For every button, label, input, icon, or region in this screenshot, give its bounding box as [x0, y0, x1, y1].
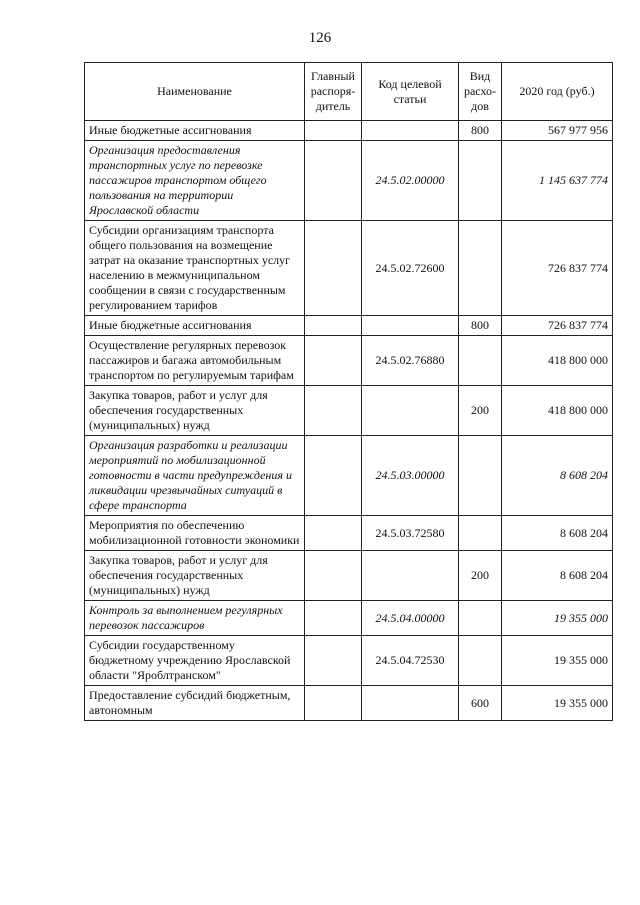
row-name: Иные бюджетные ассигнования [85, 316, 305, 336]
table-row [85, 686, 613, 721]
table-row [85, 316, 613, 336]
row-grs [305, 686, 362, 721]
row-code: 24.5.02.76880 [362, 336, 459, 386]
table-row [85, 551, 613, 601]
row-code [362, 551, 459, 601]
row-amount: 8 608 204 [502, 551, 613, 601]
row-code [362, 121, 459, 141]
row-name: Организация разработки и реализации мероприятий по мобилизационной готовности в части предупреждения и ликвидации чрезвычайных ситуаций в сфере транспорта [85, 436, 305, 516]
row-vr: 600 [459, 686, 502, 721]
header-grs: Главный распоря-дитель [305, 63, 362, 121]
row-amount: 8 608 204 [502, 516, 613, 551]
row-vr [459, 141, 502, 221]
row-amount: 8 608 204 [502, 436, 613, 516]
row-vr: 800 [459, 316, 502, 336]
row-name: Организация предоставления транспортных услуг по перевозке пассажиров транспортом общего пользования на территории Ярославской области [85, 141, 305, 221]
row-code: 24.5.04.72530 [362, 636, 459, 686]
row-vr [459, 601, 502, 636]
row-code: 24.5.02.72600 [362, 221, 459, 316]
table-header-row [85, 63, 613, 121]
row-amount: 567 977 956 [502, 121, 613, 141]
row-vr [459, 221, 502, 316]
row-vr [459, 516, 502, 551]
row-name: Мероприятия по обеспечению мобилизационной готовности экономики [85, 516, 305, 551]
table-row [85, 336, 613, 386]
row-code: 24.5.04.00000 [362, 601, 459, 636]
row-code: 24.5.02.00000 [362, 141, 459, 221]
row-name: Контроль за выполнением регулярных перевозок пассажиров [85, 601, 305, 636]
row-name: Осуществление регулярных перевозок пассажиров и багажа автомобильным транспортом по регулируемым тарифам [85, 336, 305, 386]
row-code: 24.5.03.72580 [362, 516, 459, 551]
row-amount: 19 355 000 [502, 601, 613, 636]
row-grs [305, 141, 362, 221]
row-grs [305, 316, 362, 336]
row-name: Предоставление субсидий бюджетным, автономным [85, 686, 305, 721]
row-code: 24.5.03.00000 [362, 436, 459, 516]
row-grs [305, 436, 362, 516]
row-code [362, 316, 459, 336]
row-grs [305, 516, 362, 551]
row-grs [305, 221, 362, 316]
table-row [85, 386, 613, 436]
table-row [85, 121, 613, 141]
row-vr [459, 336, 502, 386]
page-number: 126 [308, 30, 332, 46]
header-name: Наименование [85, 63, 305, 121]
row-amount: 726 837 774 [502, 221, 613, 316]
table-row [85, 601, 613, 636]
row-grs [305, 336, 362, 386]
row-name: Закупка товаров, работ и услуг для обеспечения государственных (муниципальных) нужд [85, 551, 305, 601]
table-row [85, 516, 613, 551]
table-row [85, 636, 613, 686]
header-code: Код целевой статьи [362, 63, 459, 121]
row-grs [305, 551, 362, 601]
header-amount: 2020 год (руб.) [502, 63, 613, 121]
row-vr: 200 [459, 551, 502, 601]
row-grs [305, 601, 362, 636]
row-amount: 19 355 000 [502, 636, 613, 686]
row-vr: 200 [459, 386, 502, 436]
row-amount: 418 800 000 [502, 386, 613, 436]
row-vr [459, 436, 502, 516]
row-code [362, 386, 459, 436]
table-row [85, 221, 613, 316]
row-vr [459, 636, 502, 686]
header-vr: Вид расхо-дов [459, 63, 502, 121]
row-amount: 1 145 637 774 [502, 141, 613, 221]
row-grs [305, 121, 362, 141]
row-grs [305, 386, 362, 436]
table-row [85, 141, 613, 221]
row-name: Субсидии организациям транспорта общего пользования на возмещение затрат на оказание транспортных услуг населению в межмуниципальном сообщении в связи с государственным регулированием тарифов [85, 221, 305, 316]
row-code [362, 686, 459, 721]
table-row [85, 436, 613, 516]
row-name: Иные бюджетные ассигнования [85, 121, 305, 141]
row-name: Субсидии государственному бюджетному учреждению Ярославской области "Яроблтранском" [85, 636, 305, 686]
row-amount: 19 355 000 [502, 686, 613, 721]
row-amount: 726 837 774 [502, 316, 613, 336]
row-vr: 800 [459, 121, 502, 141]
budget-table [84, 62, 613, 721]
row-grs [305, 636, 362, 686]
row-name: Закупка товаров, работ и услуг для обеспечения государственных (муниципальных) нужд [85, 386, 305, 436]
row-amount: 418 800 000 [502, 336, 613, 386]
